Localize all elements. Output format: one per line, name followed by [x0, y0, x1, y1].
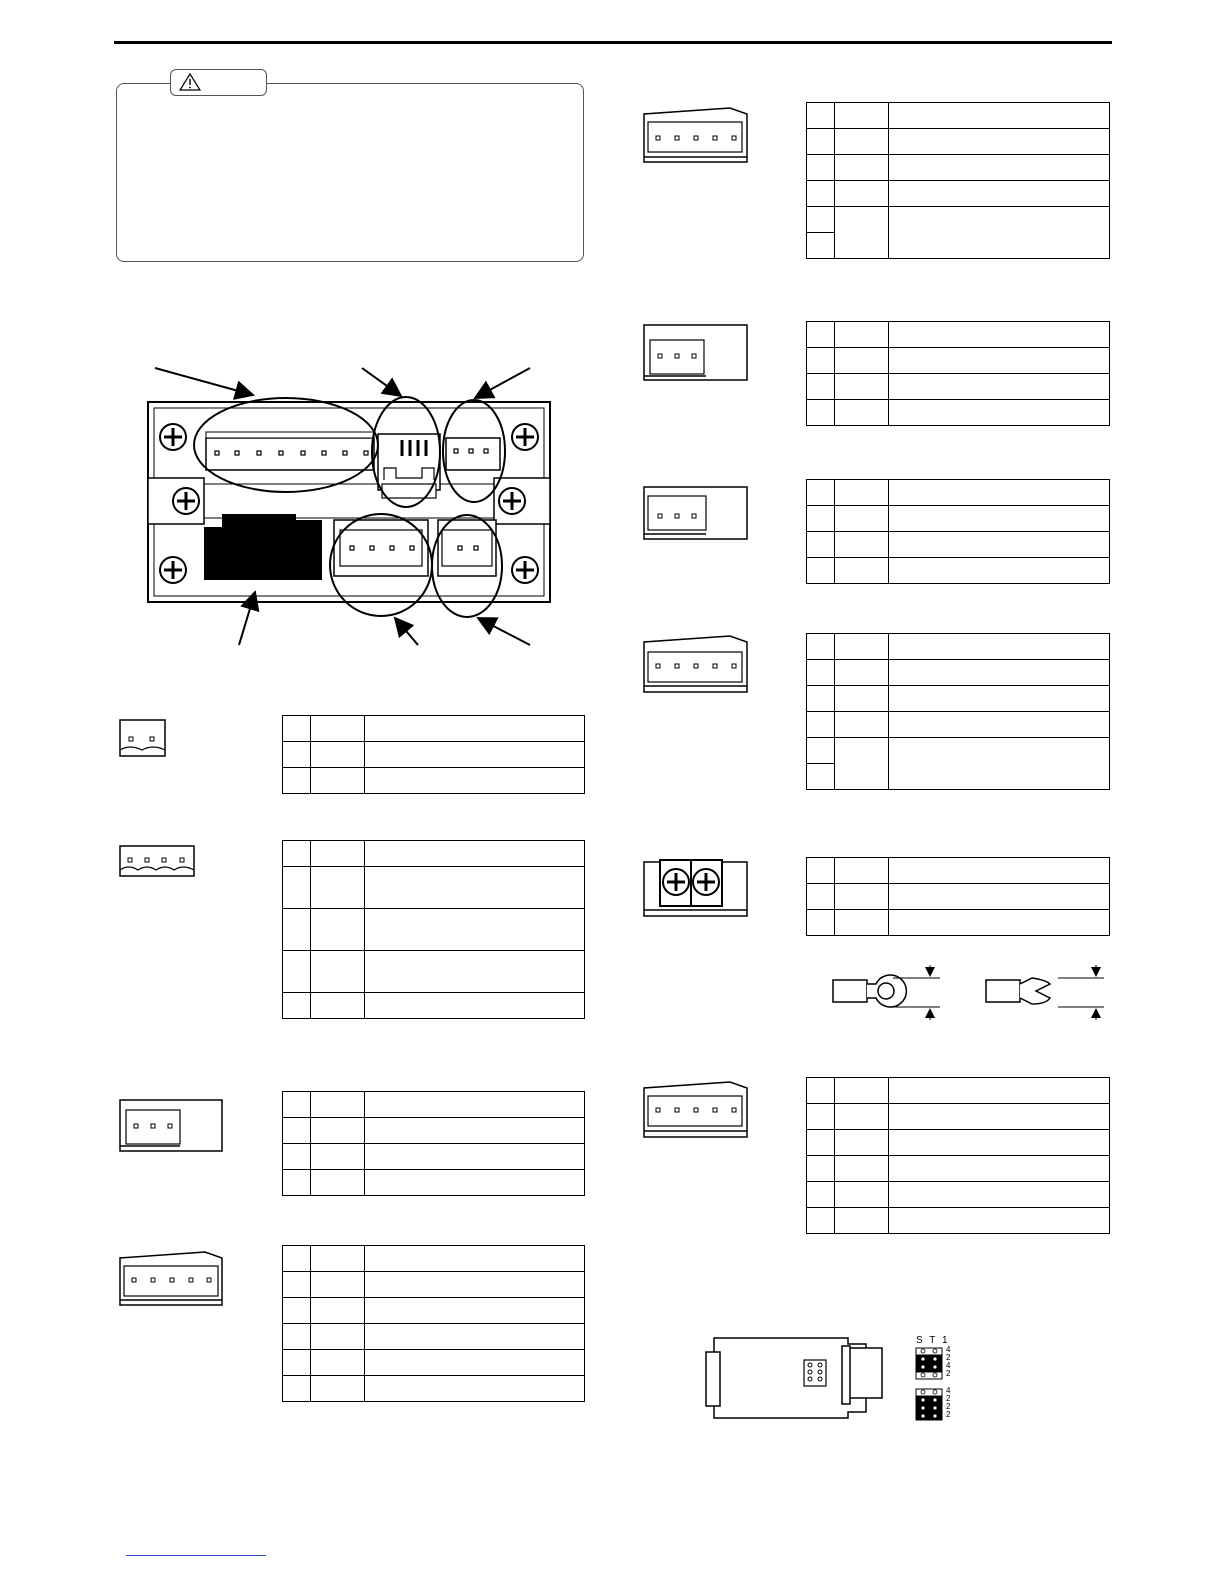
pin-table-power-screw	[806, 857, 1110, 936]
dip-value: 4	[946, 1361, 951, 1370]
pin-table-comm-3pin-b	[806, 479, 1110, 584]
pin-table-comm-3pin-a	[806, 321, 1110, 426]
pin-table-io-5pin-b	[806, 633, 1110, 790]
screw-terminal-block	[644, 860, 747, 916]
pin-table-rs485-3pin	[282, 1091, 585, 1196]
connector-3pin-a	[644, 325, 747, 380]
unit-rear-panel	[148, 368, 550, 645]
dip-value: 2	[946, 1394, 951, 1403]
dip-switch-top-values	[946, 1346, 956, 1378]
dip-value: 2	[946, 1410, 951, 1419]
dip-switch-bottom-values	[946, 1387, 956, 1419]
pin-table-io-5pin-left	[282, 1245, 585, 1402]
connector-5pin-left	[120, 1252, 222, 1305]
dip-value: 2	[946, 1369, 951, 1378]
dip-value: 4	[946, 1345, 951, 1354]
dip-switch-legend	[916, 1348, 942, 1420]
option-board	[706, 1338, 882, 1418]
footer-link-underline	[126, 1555, 266, 1556]
dip-value: 4	[946, 1386, 951, 1395]
connector-2pin	[120, 720, 165, 756]
connector-5pin-a	[644, 108, 747, 162]
dip-switch-title: S T 1	[916, 1335, 950, 1346]
connector-4pin	[120, 846, 194, 876]
pin-table-io-5pin-a	[806, 102, 1110, 259]
pin-table-io-4pin	[282, 840, 585, 1019]
dip-value: 2	[946, 1353, 951, 1362]
connector-3pin-b	[644, 487, 747, 539]
pin-table-io-5pin-c	[806, 1077, 1110, 1234]
crimp-terminals	[833, 965, 1104, 1020]
jumper-block	[804, 1360, 826, 1386]
connector-5pin-c	[644, 1082, 747, 1137]
pin-table-power-2pin	[282, 715, 585, 794]
connector-3pin-left	[120, 1100, 222, 1151]
dip-value: 2	[946, 1402, 951, 1411]
connector-5pin-b	[644, 636, 747, 692]
